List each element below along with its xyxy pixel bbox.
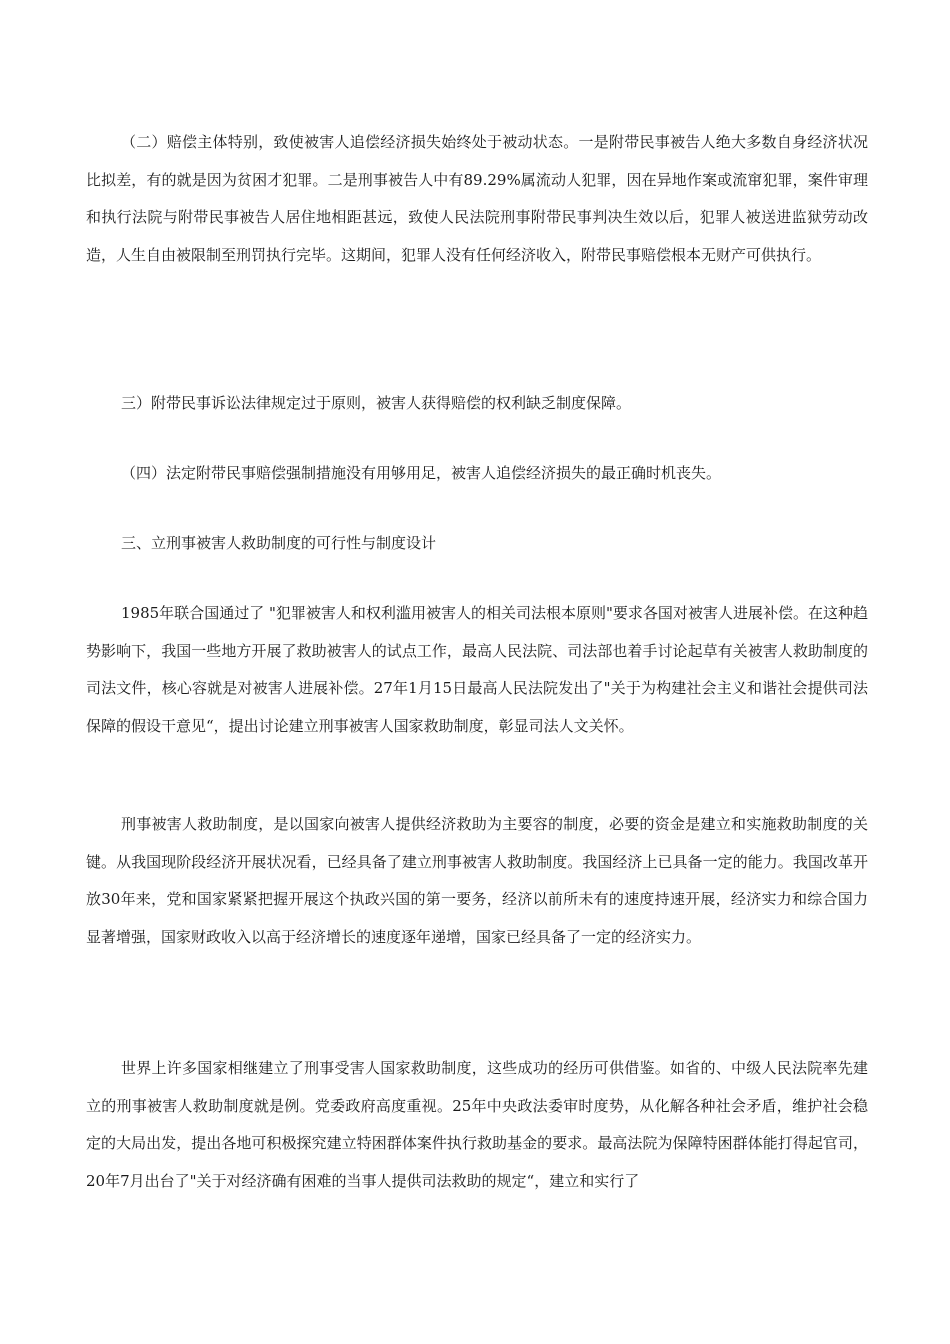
paragraph-international-experience: 世界上许多国家相继建立了刑事受害人国家救助制度，这些成功的经历可供借鉴。如省的、中级人民法院率先建立的刑事被害人救助制度就是例。党委政府高度重视。25年中央政法委审时度势，从化解各种社会矛盾，维护社会稳定的大局出发，提出各地可积极探究建立特困群体案件执行救助基金的要求。最高法院为保障特困群体能打得起官司，20年7月出台了"关于对经济确有困难的当事人提供司法救助的规定“，建立和实行了 xyxy=(86,1059,868,1190)
paragraph-civil-litigation-rules: 三）附带民事诉讼法律规定过于原则，被害人获得赔偿的权利缺乏制度保障。 xyxy=(121,394,632,412)
section-heading-victim-relief-system: 三、立刑事被害人救助制度的可行性与制度设计 xyxy=(121,534,437,552)
paragraph-un-principles: 1985年联合国通过了 "犯罪被害人和权利滥用被害人的相关司法根本原则"要求各国对被害人进展补偿。在这种趋势影响下，我国一些地方开展了救助被害人的试点工作，最高人民法院、司法部也着手讨论起草有关被害人救助制度的司法文件，核心容就是对被害人进展补偿。27年1月15日最高人民法院发出了"关于为构建社会主义和谐社会提供司法保障的假设干意见“，提出讨论建立刑事被害人国家救助制度，彰显司法人文关怀。 xyxy=(86,604,868,735)
paragraph-economic-feasibility: 刑事被害人救助制度，是以国家向被害人提供经济救助为主要容的制度，必要的资金是建立和实施救助制度的关键。从我国现阶段经济开展状况看，已经具备了建立刑事被害人救助制度。我国经济上已具备一定的能力。我国改革开放30年来，党和国家紧紧把握开展这个执政兴国的第一要务，经济以前所未有的速度持速开展，经济实力和综合国力显著增强，国家财政收入以高于经济增长的速度逐年递增，国家已经具备了一定的经济实力。 xyxy=(86,815,868,946)
paragraph-compensation-subject: （二）赔偿主体特别，致使被害人追偿经济损失始终处于被动状态。一是附带民事被告人绝大多数自身经济状况比拟差，有的就是因为贫困才犯罪。二是刑事被告人中有89.29%属流动人犯罪，因在异地作案或流窜犯罪，案件审理和执行法院与附带民事被告人居住地相距甚远，致使人民法院刑事附带民事判决生效以后，犯罪人被送进监狱劳动改造，人生自由被限制至刑罚执行完毕。这期间，犯罪人没有任何经济收入，附带民事赔偿根本无财产可供执行。 xyxy=(86,133,868,264)
paragraph-enforcement-measures: （四）法定附带民事赔偿强制措施没有用够用足，被害人追偿经济损失的最正确时机丧失。 xyxy=(121,464,722,482)
